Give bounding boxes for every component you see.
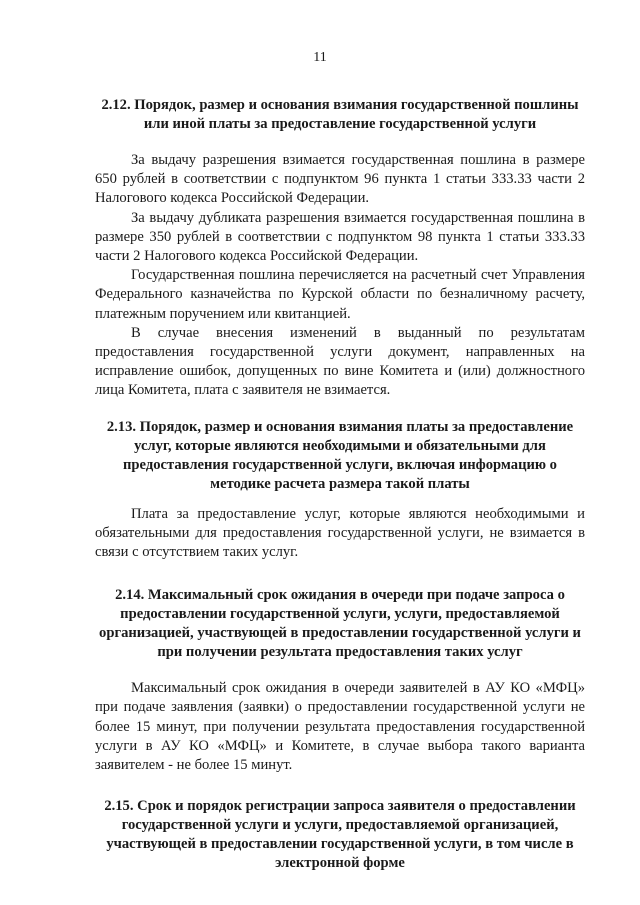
page-number: 11 — [313, 50, 327, 65]
paragraph: За выдачу дубликата разрешения взимается государственная пошлина в размере 350 рублей в соответствии с подпунктом 98 пункта 1 статьи 333.33 части 2 Налогового кодекса Российской Федерации. — [95, 209, 585, 265]
paragraph: Государственная пошлина перечисляется на расчетный счет Управления Федерального казначейства по Курской области по безналичному расчету, платежным поручением или квитанцией. — [95, 267, 585, 322]
paragraph: Максимальный срок ожидания в очереди заявителей в АУ КО «МФЦ» при подаче заявления (заявки) о предоставлении государственной услуги не более 15 минут, при получении результата предоставления государственной услуги в АУ КО «МФЦ» и Комитете, в случае выбора такого варианта заявителем - не более 15 минут. — [95, 680, 585, 774]
section-heading-2-12: 2.12. Порядок, размер и основания взимания государственной пошлины или иной платы за предоставление государственной услуги — [101, 97, 579, 132]
section-heading-2-13: 2.13. Порядок, размер и основания взимания платы за предоставление услуг, которые являются необходимыми и обязательными для предоставления государственной услуги, включая информацию о методике расчета размера такой платы — [106, 418, 574, 492]
paragraph: В случае внесения изменений в выданный по результатам предоставления государственной услуги документ, направленных на исправление ошибок, допущенных по вине Комитета и (или) должностного лица Комитета, плата с заявителя не взимается. — [95, 324, 585, 399]
document-body — [95, 96, 585, 873]
section-heading-2-14: 2.14. Максимальный срок ожидания в очереди при подаче запроса о предоставлении государственной услуги, услуги, предоставляемой организацией, участвующей в предоставлении государственной услуги и при получении результата предоставления таких услуг — [99, 587, 581, 661]
paragraph: За выдачу разрешения взимается государственная пошлина в размере 650 рублей в соответствии с подпунктом 96 пункта 1 статьи 333.33 части 2 Налогового кодекса Российской Федерации. — [95, 152, 585, 207]
paragraph: Плата за предоставление услуг, которые являются необходимыми и обязательными для предоставления государственной услуги, не взимается в связи с отсутствием таких услуг. — [95, 505, 585, 561]
section-heading-2-15: 2.15. Срок и порядок регистрации запроса заявителя о предоставлении государственной услуги и услуги, предоставляемой организацией, участвующей в предоставлении государственной услуги, в том числе в электронной форме — [104, 798, 576, 872]
